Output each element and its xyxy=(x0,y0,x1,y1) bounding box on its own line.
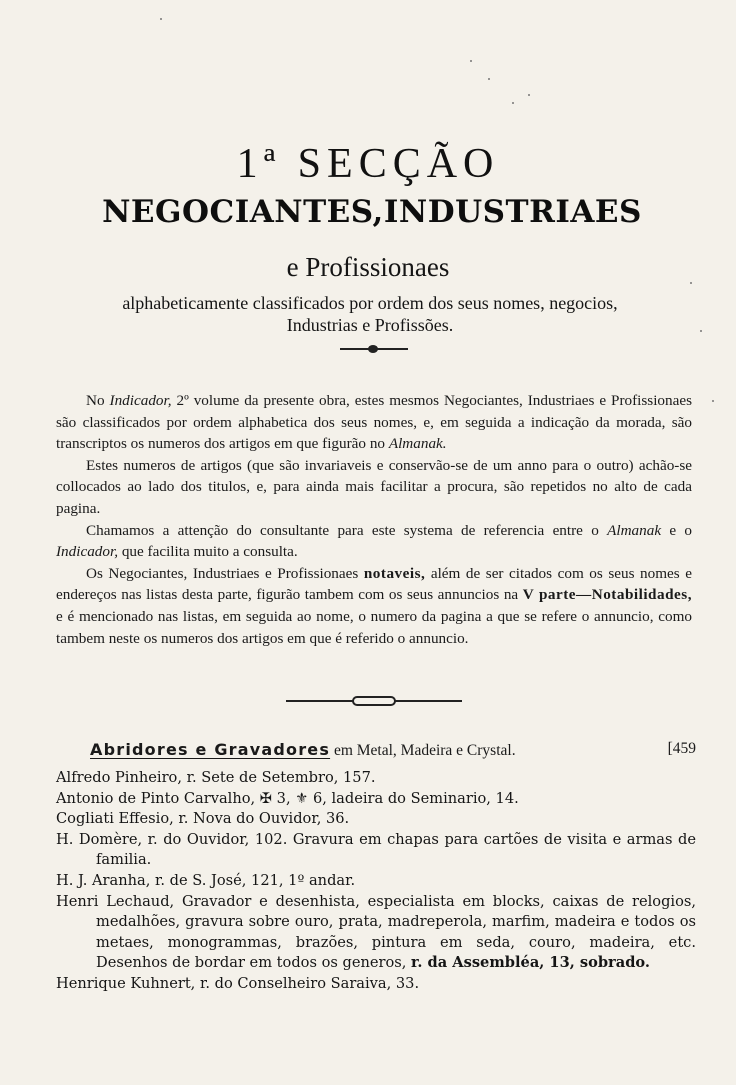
ornament-divider xyxy=(286,696,462,706)
description-line-2: Industrias e Profissões. xyxy=(286,315,454,335)
subtitle: e Profissionaes xyxy=(286,252,450,282)
description xyxy=(60,292,680,336)
intro-paragraph-4: Os Negociantes, Industriaes e Profissionaes notaveis, além de ser citados com os seus nomes e endereços nas listas desta parte, figurão tambem com os seus annuncios na V parte—Notabilidades, e é mencionado nas listas, em seguida ao nome, o numero da pagina a que se refere o annuncio, como tambem neste os numeros dos artigos em que é referido o annuncio. xyxy=(56,564,692,647)
intro-paragraph-2: Estes numeros de artigos (que são invariaveis e conservão-se de um anno para o outro) achão-se collocados ao lado dos titulos, e, para ainda mais facilitar a procura, são repetidos no alto de cada pagina. xyxy=(56,456,692,517)
intro-text xyxy=(56,390,692,649)
section-title: 1ª SECÇÃO xyxy=(236,141,500,187)
description-line-1: alphabeticamente classificados por ordem dos seus nomes, negocios, xyxy=(122,293,618,313)
list-item: Alfredo Pinheiro, r. Sete de Setembro, 157. xyxy=(56,769,376,786)
list-item: Henri Lechaud, Gravador e desenhista, especialista em blocks, caixas de relogios, medalhões, gravura sobre ouro, prata, madreperola, marfim, madeira e todos os metaes, monogrammas, brazões, pintura em seda, couro, madeira, etc. Desenhos de bordar em todos os generos, r. da Assembléa, 13, sobrado. xyxy=(56,892,696,972)
category-number: [459 xyxy=(667,740,696,757)
intro-paragraph-1: No Indicador, 2º volume da presente obra, estes mesmos Negociantes, Industriaes e Profissionaes são classificados por ordem alphabetica dos seus nomes, e, em seguida a indicação da morada, são transcriptos os numeros dos artigos em que figurão no Almanak. xyxy=(56,392,692,453)
list-item: Cogliati Effesio, r. Nova do Ouvidor, 36. xyxy=(56,810,350,828)
category-qualifier: em Metal, Madeira e Crystal. xyxy=(330,742,516,759)
intro-paragraph-3: Chamamos a attenção do consultante para este systema de referencia entre o Almanak e o Indicador, que facilita muito a consulta. xyxy=(56,521,692,561)
main-title: NEGOCIANTES,INDUSTRIAES xyxy=(102,194,642,230)
list-item: H. J. Aranha, r. de S. José, 121, 1º andar. xyxy=(56,871,356,889)
entries-list xyxy=(56,768,696,995)
small-divider xyxy=(340,348,408,350)
list-item: Henrique Kuhnert, r. do Conselheiro Saraiva, 33. xyxy=(56,974,420,992)
category-name: Abridores e Gravadores xyxy=(90,740,331,759)
list-item: Antonio de Pinto Carvalho, ✠ 3, ⚜ 6, ladeira do Seminario, 14. xyxy=(56,789,519,807)
list-item: H. Domère, r. do Ouvidor, 102. Gravura em chapas para cartões de visita e armas de familia. xyxy=(56,830,696,869)
category-header xyxy=(90,740,696,760)
